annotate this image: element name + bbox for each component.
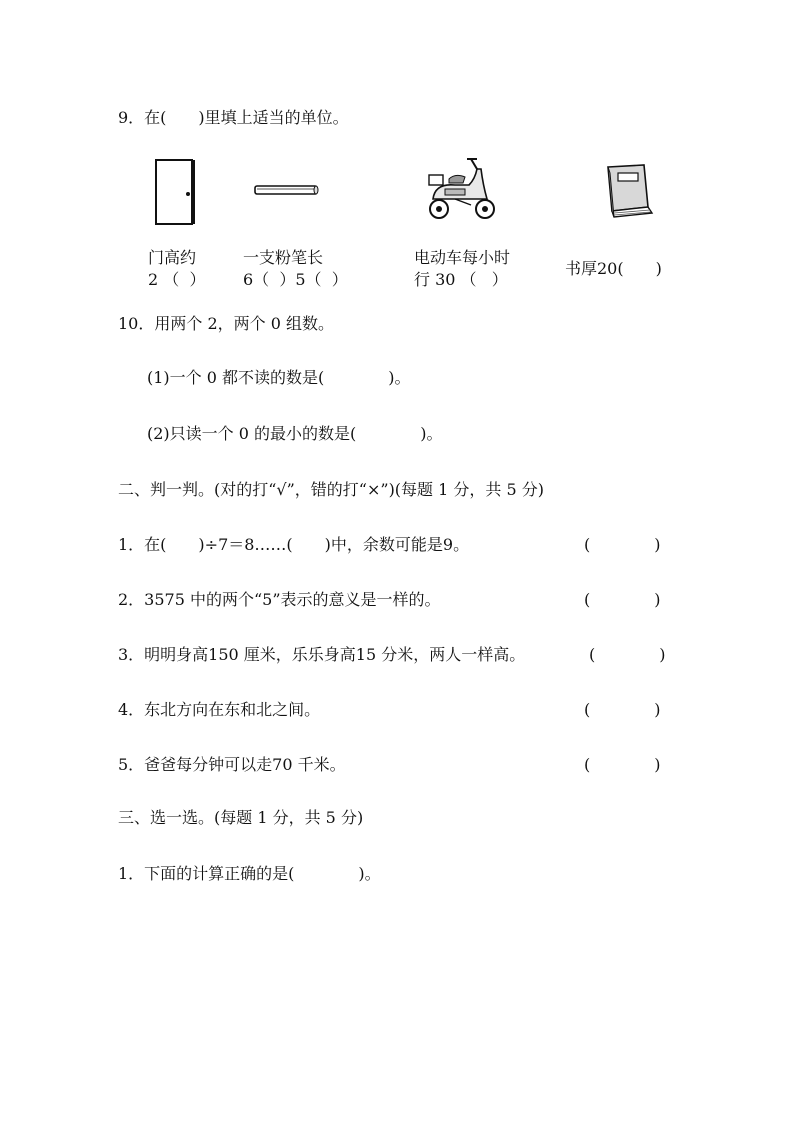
question-10-sub2: (2)只读一个 0 的最小的数是( )。 xyxy=(147,424,443,443)
judge-answer-1[interactable]: ( ) xyxy=(584,535,661,554)
chalk-caption-line1: 一支粉笔长 xyxy=(243,248,324,267)
judge-answer-2[interactable]: ( ) xyxy=(584,590,661,609)
scooter-caption-line2: 行 30 （ ） xyxy=(414,270,508,289)
book-caption: 书厚20( ) xyxy=(565,259,662,278)
section-3-title: 三、选一选。(每题 1 分，共 5 分) xyxy=(118,808,364,827)
door-icon xyxy=(155,158,197,226)
door-caption-line2: 2 （ ） xyxy=(148,270,206,289)
judge-answer-4[interactable]: ( ) xyxy=(584,700,661,719)
judge-item-4: 4．东北方向在东和北之间。 xyxy=(118,700,321,719)
book-icon xyxy=(604,163,656,219)
section-2-title: 二、判一判。(对的打“√”，错的打“×”)(每题 1 分，共 5 分) xyxy=(118,480,544,499)
question-10-sub1: (1)一个 0 都不读的数是( )。 xyxy=(147,368,411,387)
judge-answer-3[interactable]: ( ) xyxy=(589,645,666,664)
judge-item-2: 2．3575 中的两个“5”表示的意义是一样的。 xyxy=(118,590,441,609)
question-9-prompt: 9．在( )里填上适当的单位。 xyxy=(118,108,349,127)
chalk-caption-line2: 6（ ）5（ ） xyxy=(243,270,348,289)
judge-item-1: 1．在( )÷7＝8……( )中，余数可能是9。 xyxy=(118,535,470,554)
scooter-icon xyxy=(425,155,497,221)
choice-question-1: 1．下面的计算正确的是( )。 xyxy=(118,864,381,883)
judge-answer-5[interactable]: ( ) xyxy=(584,755,661,774)
door-caption-line1: 门高约 xyxy=(148,248,197,267)
chalk-icon xyxy=(254,184,320,198)
question-10-prompt: 10．用两个 2，两个 0 组数。 xyxy=(118,314,334,333)
scooter-caption-line1: 电动车每小时 xyxy=(414,248,511,267)
judge-item-3: 3．明明身高150 厘米，乐乐身高15 分米，两人一样高。 xyxy=(118,645,526,664)
judge-item-5: 5．爸爸每分钟可以走70 千米。 xyxy=(118,755,346,774)
